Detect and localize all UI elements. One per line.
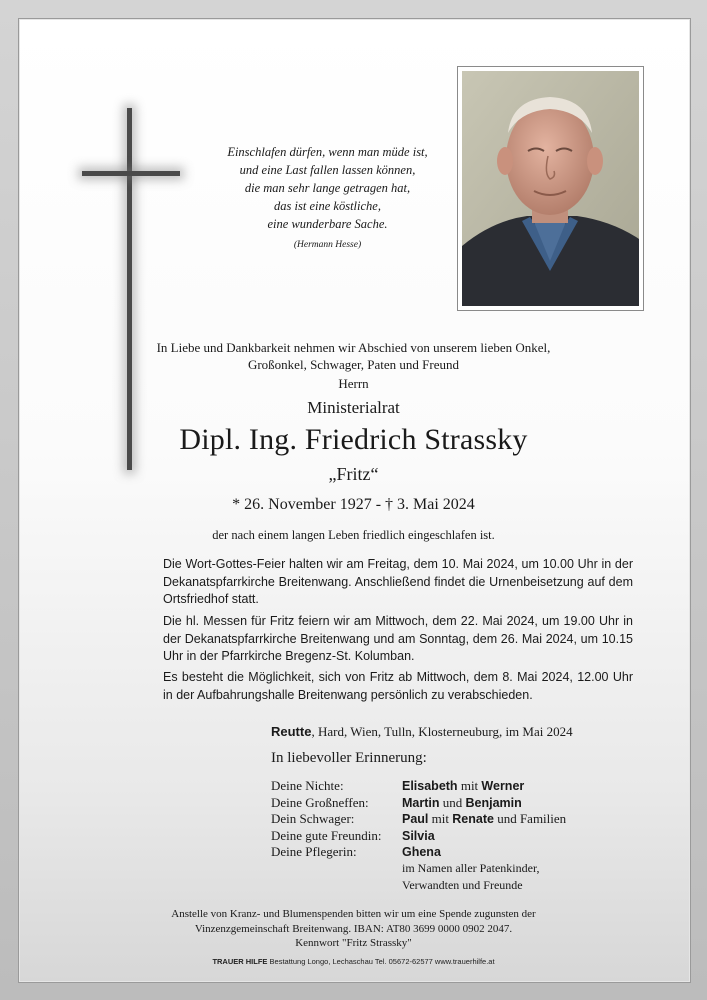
family-relation: Deine gute Freundin: — [271, 827, 382, 843]
quote-line: die man sehr lange getragen hat, — [244, 181, 411, 195]
quote-line: Einschlafen dürfen, wenn man müde ist, — [227, 145, 428, 159]
quote-author: (Hermann Hesse) — [293, 240, 362, 250]
undertaker-footer — [0, 957, 707, 966]
family-relation: Deine Großneffen: — [271, 794, 369, 810]
quote-line: und eine Last fallen lassen können, — [239, 163, 416, 177]
portrait-frame — [457, 66, 644, 311]
quote-line: das ist eine köstliche, — [274, 199, 381, 213]
intro-line: In Liebe und Dankbarkeit nehmen wir Abschied von unserem lieben Onkel, — [156, 340, 551, 355]
family-relation: Dein Schwager: — [271, 811, 355, 826]
family-relation: Deine Pflegerin: — [271, 844, 357, 859]
passing-note: der nach einem langen Leben friedlich eingeschlafen ist. — [212, 528, 495, 542]
family-note-line: im Namen aller Patenkinder, — [402, 861, 540, 875]
hesse-quote — [205, 143, 450, 254]
deceased-name: Dipl. Ing. Friedrich Strassky — [179, 423, 528, 456]
family-names: Elisabeth mit Werner — [402, 778, 525, 793]
family-names: Paul mit Renate und Familien — [402, 811, 567, 826]
farewell-paragraph: Es besteht die Möglichkeit, sich von Fritz ab Mittwoch, dem 8. Mai 2024, 12.00 Uhr in der Aufbahrungshalle Breitenwang persönlich zu verabschieden. — [163, 670, 633, 702]
family-names: Martin und Benjamin — [402, 794, 522, 810]
family-note — [402, 860, 539, 894]
quote-line: eine wunderbare Sache. — [267, 217, 388, 231]
family-names: Silvia — [402, 828, 435, 843]
intro-line: Großonkel, Schwager, Paten und Freund — [247, 357, 460, 372]
ceremony-paragraph: Die Wort-Gottes-Feier halten wir am Freitag, dem 10. Mai 2024, um 10.00 Uhr in der Dekanatspfarrkirche Breitenwang. Anschließend findet die Urnenbeisetzung auf dem Ortsfriedhof statt. — [163, 557, 633, 606]
cross-horizontal-beam — [82, 171, 180, 176]
family-note-line: Verwandten und Freunde — [402, 878, 523, 892]
footer-brand: TRAUER HILFE — [212, 957, 268, 966]
deceased-nickname: „Fritz“ — [328, 464, 379, 484]
portrait-photo — [462, 71, 639, 306]
place-rest: , Hard, Wien, Tulln, Klosterneuburg, im Mai 2024 — [311, 724, 573, 739]
place-date-line — [271, 724, 573, 740]
life-dates: * 26. November 1927 - † 3. Mai 2024 — [232, 496, 475, 513]
place-main: Reutte — [271, 724, 312, 739]
family-names: Ghena — [402, 845, 441, 859]
mass-paragraph: Die hl. Messen für Fritz feiern wir am Mittwoch, dem 22. Mai 2024, um 19.00 Uhr in der Dekanatspfarrkirche Breitenwang und am Sonntag, dem 26. Mai 2024, um 10.15 Uhr in der Pfarrkirche Bregenz-St. Kolumban. — [163, 614, 633, 663]
footer-text: Bestattung Longo, Lechaschau Tel. 05672-62577 www.trauerhilfe.at — [267, 957, 495, 966]
donation-line: Vinzenzgemeinschaft Breitenwang. IBAN: AT80 3699 0000 0902 2047. — [194, 922, 513, 935]
donation-line: Kennwort "Fritz Strassky" — [295, 937, 412, 949]
memory-heading: In liebevoller Erinnerung: — [271, 750, 427, 766]
intro-line: Herrn — [338, 376, 369, 391]
family-relation: Deine Nichte: — [271, 778, 344, 793]
donation-line: Anstelle von Kranz- und Blumenspenden bitten wir um eine Spende zugunsten der — [171, 908, 536, 920]
donation-request — [0, 907, 707, 951]
deceased-title: Ministerialrat — [307, 398, 400, 417]
